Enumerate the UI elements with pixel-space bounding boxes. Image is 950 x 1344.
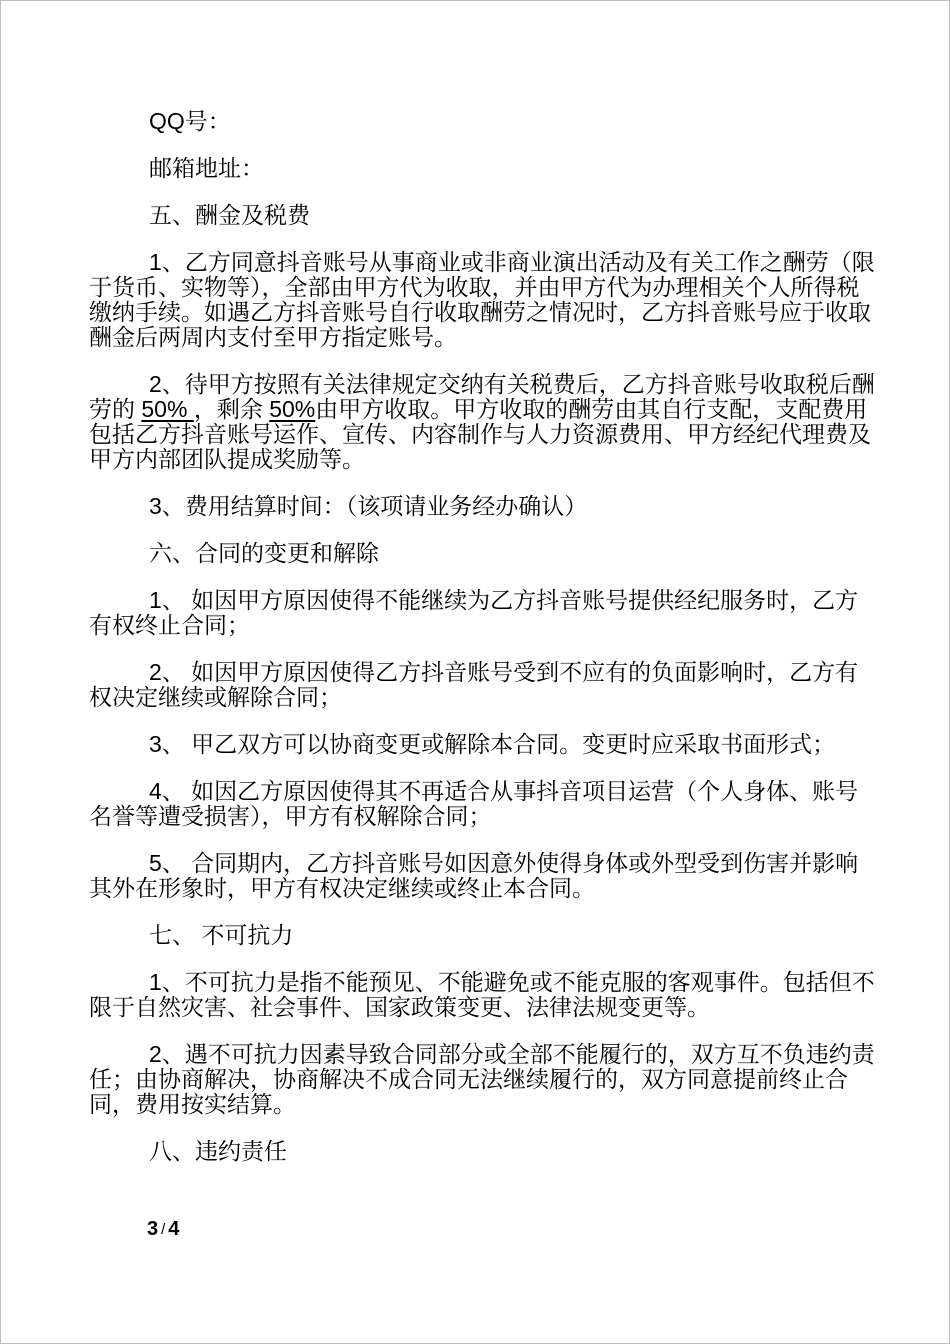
clause-5-2-text: ，剩余 (193, 396, 270, 422)
clause-6-3: 3、 甲乙双方可以协商变更或解除本合同。变更时应采取书面形式； (149, 731, 836, 757)
section-6-heading: 六、合同的变更和解除 (149, 540, 379, 566)
clause-7-2: 2、遇不可抗力因素导致合同部分或全部不能履行的，双方互不负违约责任；由协商解决，协商解决不成合同无法继续履行的，双方同意提前终止合同，费用按实结算。 (89, 1041, 875, 1117)
clause-5-2-text: 2、待甲方按照有关法律规定交纳有关税费后，乙方抖音账号收取税后酬劳的 (89, 371, 875, 422)
salary-percent-party-a: 50% (269, 396, 316, 422)
clause-5-2 (89, 372, 878, 472)
clause-6-1: 1、 如因甲方原因使得不能继续为乙方抖音账号提供经纪服务时，乙方有权终止合同； (89, 587, 859, 638)
clause-5-2-text: 由甲方收取。甲方收取的酬劳由其自行支配，支配费用包括乙方抖音账号运作、宣传、内容制作与人力资源费用、甲方经纪代理费及甲方内部团队提成奖励等。 (89, 396, 871, 472)
email-address-line: 邮箱地址： (149, 155, 264, 181)
salary-percent-party-b: 50% (141, 396, 194, 422)
clause-7-1: 1、不可抗力是指不能预见、不能避免或不能克服的客观事件。包括但不限于自然灾害、社会事件、国家政策变更、法律法规变更等。 (89, 969, 875, 1020)
page-number-total: 4 (168, 1218, 180, 1240)
section-7-heading: 七、 不可抗力 (149, 922, 294, 948)
clause-5-3: 3、费用结算时间：（该项请业务经办确认） (149, 493, 588, 519)
page-number-current: 3 (147, 1218, 159, 1240)
page-number-separator: / (161, 1221, 166, 1238)
clause-6-2: 2、 如因甲方原因使得乙方抖音账号受到不应有的负面影响时，乙方有权决定继续或解除合同； (89, 659, 859, 710)
clause-5-1: 1、乙方同意抖音账号从事商业或非商业演出活动及有关工作之酬劳（限于货币、实物等），全部由甲方代为收取，并由甲方代为办理相关个人所得税缴纳手续。如遇乙方抖音账号自行收取酬劳之情况时，乙方抖音账号应于收取酬金后两周内支付至甲方指定账号。 (89, 249, 875, 350)
page-number (147, 1217, 179, 1243)
section-8-heading: 八、违约责任 (149, 1138, 287, 1164)
clause-6-5: 5、 合同期内，乙方抖音账号如因意外使得身体或外型受到伤害并影响其外在形象时，甲方有权决定继续或终止本合同。 (89, 850, 859, 901)
document-body (89, 109, 878, 1186)
section-5-heading: 五、酬金及税费 (149, 202, 310, 228)
qq-number-line: QQ号： (149, 108, 231, 134)
clause-6-4: 4、 如因乙方原因使得其不再适合从事抖音项目运营（个人身体、账号名誉等遭受损害），甲方有权解除合同； (89, 778, 859, 829)
